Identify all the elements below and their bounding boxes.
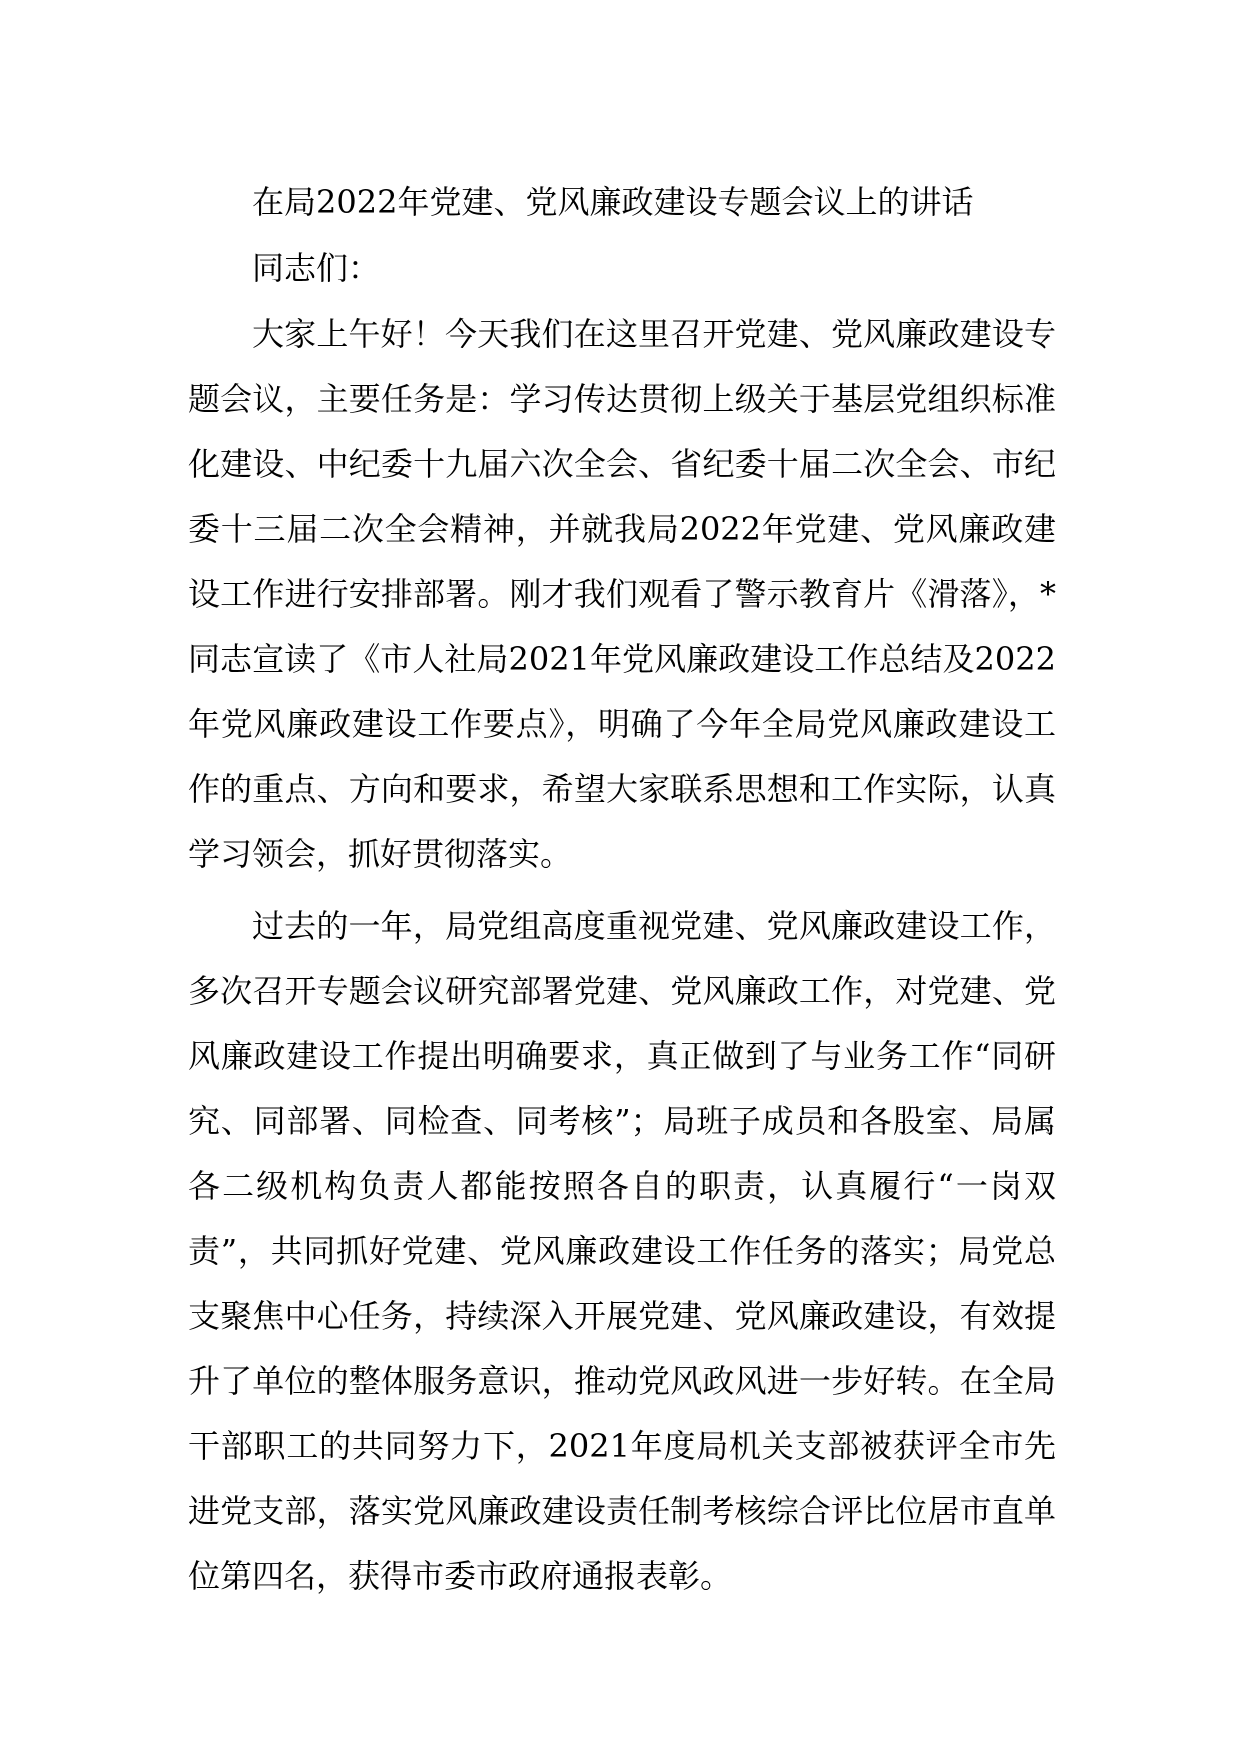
paragraph-opening: 大家上午好！今天我们在这里召开党建、党风廉政建设专题会议，主要任务是：学习传达贯彻上级关于基层党组织标准化建设、中纪委十九届六次全会、省纪委十届二次全会、市纪委十三届二次全会精神，并就我局2022年党建、党风廉政建设工作进行安排部署。刚才我们观看了警示教育片《滑落》，*同志宣读了《市人社局2021年党风廉政建设工作总结及2022年党风廉政建设工作要点》，明确了今年全局党风廉政建设工作的重点、方向和要求，希望大家联系思想和工作实际，认真学习领会，抓好贯彻落实。 [188,315,1056,873]
document-title: 在局2022年党建、党风廉政建设专题会议上的讲话 [252,183,974,221]
salutation: 同志们： [252,249,381,287]
document-body [188,170,1056,1609]
paragraph-review: 过去的一年，局党组高度重视党建、党风廉政建设工作，多次召开专题会议研究部署党建、党风廉政工作，对党建、党风廉政建设工作提出明确要求，真正做到了与业务工作“同研究、同部署、同检查、同考核”；局班子成员和各股室、局属各二级机构负责人都能按照各自的职责，认真履行“一岗双责”，共同抓好党建、党风廉政建设工作任务的落实；局党总支聚焦中心任务，持续深入开展党建、党风廉政建设，有效提升了单位的整体服务意识，推动党风政风进一步好转。在全局干部职工的共同努力下，2021年度局机关支部被获评全市先进党支部，落实党风廉政建设责任制考核综合评比位居市直单位第四名，获得市委市政府通报表彰。 [188,907,1056,1595]
